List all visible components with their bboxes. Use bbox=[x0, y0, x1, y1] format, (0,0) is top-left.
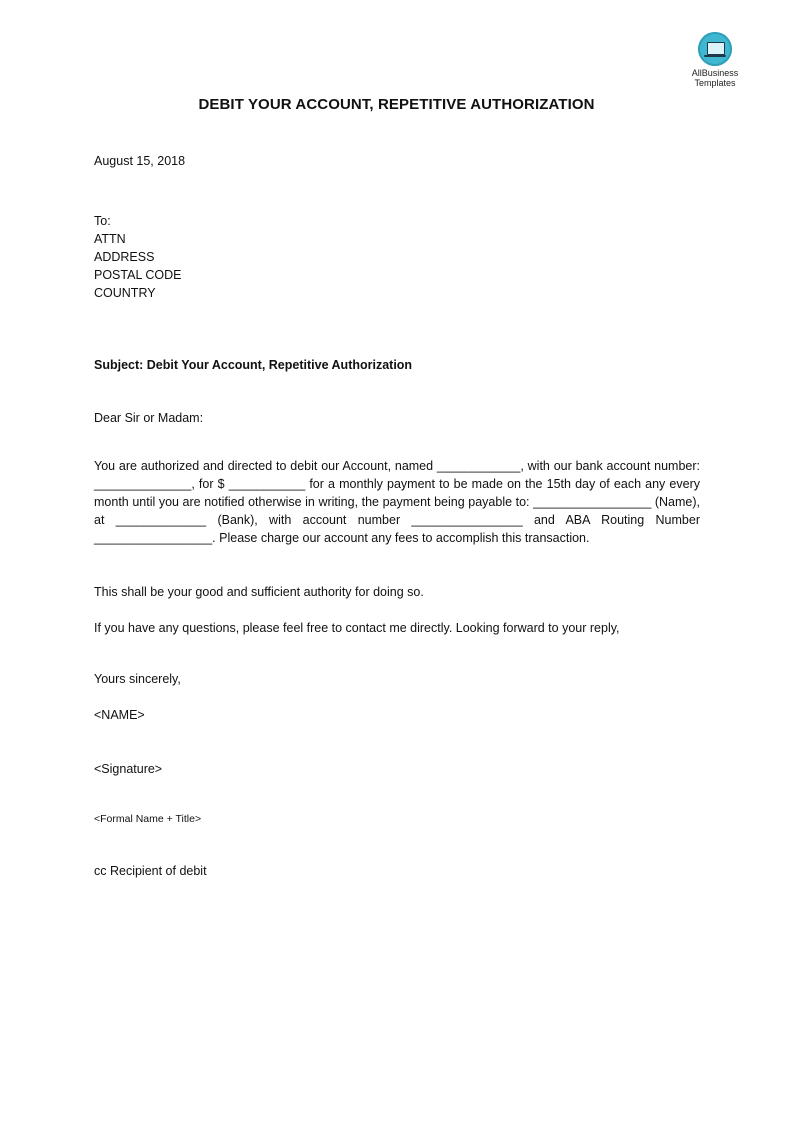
logo-line-2: Templates bbox=[694, 78, 736, 88]
cc-line: cc Recipient of debit bbox=[94, 864, 207, 878]
subject-line: Subject: Debit Your Account, Repetitive Authorization bbox=[94, 358, 413, 372]
laptop-icon bbox=[698, 32, 732, 66]
postal-code-line: POSTAL CODE bbox=[94, 268, 182, 282]
questions-line: If you have any questions, please feel free to contact me directly. Looking forward to your reply, bbox=[94, 621, 620, 635]
logo-text bbox=[680, 68, 750, 88]
name-placeholder: <NAME> bbox=[94, 708, 145, 722]
document-title: DEBIT YOUR ACCOUNT, REPETITIVE AUTHORIZATION bbox=[198, 96, 595, 113]
logo-line-1: AllBusiness bbox=[691, 68, 739, 78]
country-line: COUNTRY bbox=[94, 286, 156, 300]
authority-line: This shall be your good and sufficient authority for doing so. bbox=[94, 585, 424, 599]
to-label: To: bbox=[94, 214, 111, 228]
body-paragraph: You are authorized and directed to debit our Account, named ____________, with our bank account number: ______________, for $ ___________ for a monthly payment to be made on the 15th day of each any every month until you are notified otherwise in writing, the payment being payable to: _________________ (Name), at _____________ (Bank), with account number ________________ and ABA Routing Number _________________. Please charge our account any fees to accomplish this transaction. bbox=[94, 459, 700, 545]
address-line: ADDRESS bbox=[94, 250, 155, 264]
letter-date: August 15, 2018 bbox=[94, 154, 186, 168]
formal-name-placeholder: <Formal Name + Title> bbox=[94, 813, 202, 825]
signature-placeholder: <Signature> bbox=[94, 762, 163, 776]
attn-line: ATTN bbox=[94, 232, 126, 246]
recipient-address bbox=[94, 212, 700, 302]
salutation: Dear Sir or Madam: bbox=[94, 411, 204, 425]
closing: Yours sincerely, bbox=[94, 672, 181, 686]
company-logo bbox=[680, 32, 750, 88]
